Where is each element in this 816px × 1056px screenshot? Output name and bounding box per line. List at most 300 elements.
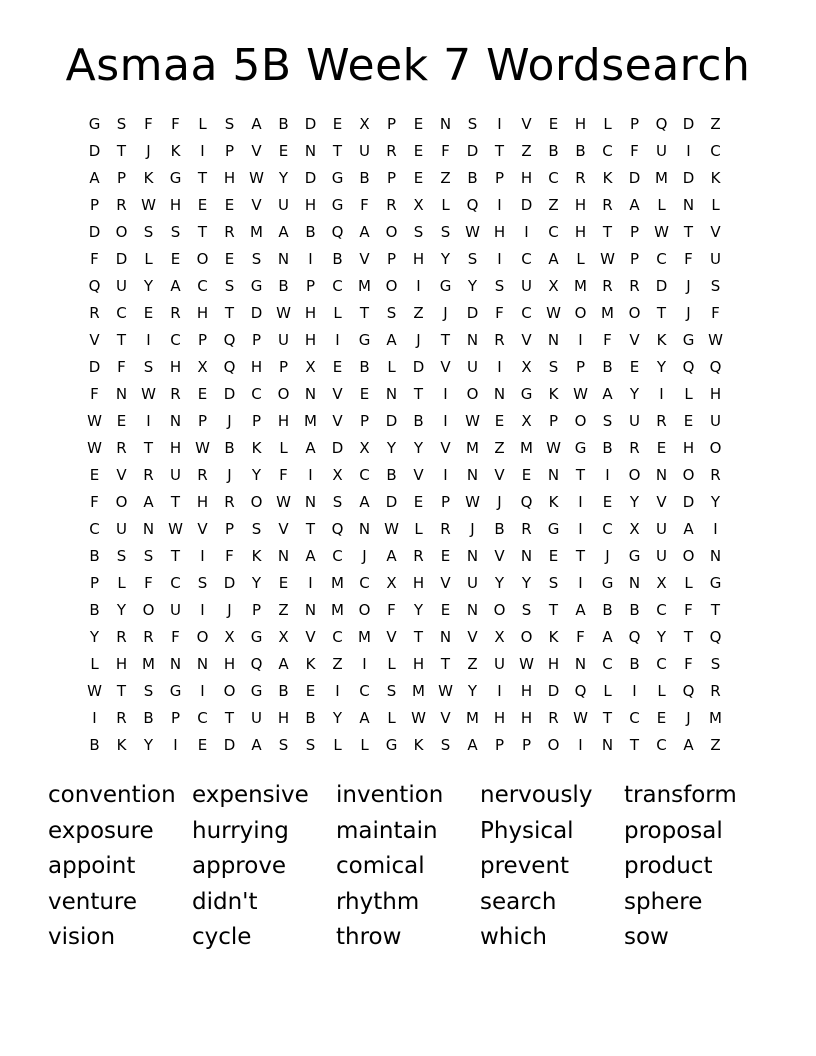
grid-letter: Q xyxy=(331,520,344,538)
grid-letter: N xyxy=(493,385,506,403)
grid-letter: D xyxy=(88,223,101,241)
grid-letter: I xyxy=(416,277,421,295)
grid-letter: X xyxy=(305,358,316,376)
grid-letter: S xyxy=(143,358,154,376)
grid-letter: I xyxy=(578,520,583,538)
grid-letter: I xyxy=(659,385,664,403)
grid-letter: M xyxy=(601,304,614,322)
grid-letter: T xyxy=(629,736,640,754)
grid-letter: V xyxy=(440,439,451,457)
grid-letter: N xyxy=(466,601,479,619)
grid-letter: B xyxy=(305,709,316,727)
grid-letter: K xyxy=(548,385,559,403)
word-list-item: expensive xyxy=(192,782,309,808)
grid-letter: V xyxy=(251,142,262,160)
grid-letter: I xyxy=(524,223,529,241)
grid-letter: B xyxy=(89,547,100,565)
grid-letter: T xyxy=(575,547,586,565)
grid-letter: E xyxy=(89,466,100,484)
word-list-item: sphere xyxy=(624,888,703,915)
grid-letter: A xyxy=(251,115,262,133)
grid-letter: H xyxy=(574,196,587,214)
grid-letter: N xyxy=(709,547,722,565)
grid-letter: K xyxy=(116,736,127,754)
grid-letter: T xyxy=(602,223,613,241)
grid-letter: G xyxy=(682,331,695,349)
grid-letter: C xyxy=(710,142,721,160)
grid-letter: H xyxy=(196,304,209,322)
grid-letter: S xyxy=(197,574,208,592)
grid-letter: L xyxy=(657,196,666,214)
grid-letter: O xyxy=(115,223,128,241)
grid-letter: J xyxy=(227,601,232,619)
grid-letter: X xyxy=(197,358,208,376)
word-list-item: Physical xyxy=(480,817,574,844)
grid-letter: W xyxy=(249,169,264,187)
grid-letter: L xyxy=(441,196,450,214)
grid-letter: Y xyxy=(413,439,424,457)
grid-letter: K xyxy=(251,547,262,565)
grid-letter: M xyxy=(520,439,533,457)
grid-letter: C xyxy=(89,520,100,538)
grid-letter: B xyxy=(332,250,343,268)
grid-letter: T xyxy=(305,520,316,538)
grid-letter: H xyxy=(115,655,128,673)
grid-letter: D xyxy=(412,358,425,376)
grid-letter: I xyxy=(443,466,448,484)
grid-letter: R xyxy=(602,196,613,214)
grid-letter: M xyxy=(331,601,344,619)
grid-letter: V xyxy=(305,628,316,646)
grid-letter: V xyxy=(89,331,100,349)
grid-letter: Y xyxy=(413,601,424,619)
grid-letter: Z xyxy=(413,304,424,322)
grid-letter: C xyxy=(332,547,343,565)
grid-letter: X xyxy=(359,115,370,133)
grid-letter: C xyxy=(251,385,262,403)
grid-letter: J xyxy=(227,412,232,430)
grid-letter: J xyxy=(362,547,367,565)
grid-letter: E xyxy=(359,385,370,403)
grid-letter: R xyxy=(629,277,640,295)
grid-letter: Z xyxy=(494,439,505,457)
grid-letter: B xyxy=(143,709,154,727)
grid-letter: W xyxy=(654,223,669,241)
grid-letter: S xyxy=(548,358,559,376)
grid-letter: W xyxy=(87,412,102,430)
grid-letter: X xyxy=(386,574,397,592)
grid-letter: K xyxy=(251,439,262,457)
grid-letter: T xyxy=(116,331,127,349)
grid-letter: G xyxy=(331,169,344,187)
grid-letter: B xyxy=(602,358,613,376)
grid-letter: W xyxy=(195,439,210,457)
grid-letter: I xyxy=(200,601,205,619)
grid-letter: P xyxy=(251,601,262,619)
grid-letter: V xyxy=(116,466,127,484)
grid-letter: D xyxy=(682,115,695,133)
grid-letter: I xyxy=(443,385,448,403)
grid-letter: B xyxy=(602,601,613,619)
grid-letter: R xyxy=(548,709,559,727)
grid-letter: O xyxy=(574,412,587,430)
grid-letter: H xyxy=(196,493,209,511)
grid-letter: I xyxy=(578,574,583,592)
grid-letter: F xyxy=(90,385,99,403)
grid-letter: F xyxy=(144,574,153,592)
grid-letter: V xyxy=(332,385,343,403)
grid-letter: P xyxy=(494,169,505,187)
grid-letter: I xyxy=(200,682,205,700)
grid-letter: W xyxy=(168,520,183,538)
page-title: Asmaa 5B Week 7 Wordsearch xyxy=(65,40,751,91)
grid-letter: T xyxy=(116,682,127,700)
grid-letter: L xyxy=(333,736,342,754)
grid-letter: C xyxy=(521,250,532,268)
grid-letter: G xyxy=(358,331,371,349)
grid-letter: N xyxy=(304,385,317,403)
word-list-item: proposal xyxy=(624,817,723,844)
grid-letter: T xyxy=(413,628,424,646)
grid-letter: U xyxy=(359,142,370,160)
grid-letter: T xyxy=(602,709,613,727)
grid-letter: I xyxy=(200,142,205,160)
grid-letter: N xyxy=(439,628,452,646)
grid-letter: C xyxy=(656,601,667,619)
grid-letter: A xyxy=(683,520,694,538)
grid-letter: O xyxy=(574,304,587,322)
grid-letter: G xyxy=(250,628,263,646)
grid-letter: V xyxy=(440,709,451,727)
grid-letter: H xyxy=(493,709,506,727)
word-list-item: approve xyxy=(192,853,287,879)
grid-letter: R xyxy=(386,196,397,214)
grid-letter: H xyxy=(412,574,425,592)
grid-letter: H xyxy=(169,358,182,376)
grid-letter: Y xyxy=(710,493,721,511)
grid-letter: S xyxy=(251,520,262,538)
grid-letter: T xyxy=(494,142,505,160)
grid-letter: E xyxy=(602,493,613,511)
word-list-item: appoint xyxy=(48,853,136,879)
word-list-item: prevent xyxy=(480,853,570,879)
grid-letter: V xyxy=(656,493,667,511)
grid-letter: F xyxy=(360,196,369,214)
grid-letter: N xyxy=(520,547,533,565)
grid-letter: E xyxy=(521,466,532,484)
grid-letter: H xyxy=(547,655,560,673)
grid-letter: Q xyxy=(628,628,641,646)
grid-letter: G xyxy=(628,547,641,565)
word-list xyxy=(48,778,768,956)
grid-letter: E xyxy=(440,547,451,565)
grid-letter: N xyxy=(304,601,317,619)
grid-letter: R xyxy=(710,466,721,484)
grid-letter: I xyxy=(443,412,448,430)
grid-letter: N xyxy=(601,736,614,754)
grid-letter: C xyxy=(116,304,127,322)
word-list-item: exposure xyxy=(48,817,154,844)
grid-letter: N xyxy=(277,547,290,565)
grid-letter: F xyxy=(171,628,180,646)
grid-letter: G xyxy=(250,277,263,295)
grid-letter: E xyxy=(656,709,667,727)
grid-letter: Y xyxy=(656,628,667,646)
grid-letter: N xyxy=(358,520,371,538)
grid-letter: H xyxy=(169,196,182,214)
grid-letter: P xyxy=(116,169,127,187)
grid-letter: O xyxy=(196,628,209,646)
grid-letter: I xyxy=(173,736,178,754)
grid-letter: A xyxy=(602,628,613,646)
grid-letter: A xyxy=(548,250,559,268)
grid-letter: S xyxy=(332,493,343,511)
grid-letter: F xyxy=(144,115,153,133)
grid-letter: E xyxy=(440,601,451,619)
grid-letter: D xyxy=(331,439,344,457)
grid-letter: A xyxy=(575,601,586,619)
grid-letter: P xyxy=(521,736,532,754)
grid-letter: T xyxy=(332,142,343,160)
grid-letter: Q xyxy=(520,493,533,511)
grid-letter: K xyxy=(602,169,613,187)
grid-letter: Y xyxy=(467,682,478,700)
grid-letter: X xyxy=(278,628,289,646)
grid-letter: H xyxy=(304,196,317,214)
grid-letter: O xyxy=(196,250,209,268)
word-list-item: convention xyxy=(48,782,176,808)
grid-letter: R xyxy=(413,547,424,565)
grid-letter: M xyxy=(574,277,587,295)
grid-letter: C xyxy=(170,574,181,592)
grid-letter: F xyxy=(684,250,693,268)
grid-letter: H xyxy=(682,439,695,457)
grid-letter: C xyxy=(332,628,343,646)
grid-letter: I xyxy=(713,520,718,538)
grid-letter: U xyxy=(278,331,289,349)
grid-letter: M xyxy=(304,412,317,430)
grid-letter: Y xyxy=(521,574,532,592)
grid-letter: U xyxy=(710,250,721,268)
grid-letter: F xyxy=(387,601,396,619)
grid-letter: F xyxy=(171,115,180,133)
grid-letter: A xyxy=(305,439,316,457)
grid-letter: B xyxy=(548,142,559,160)
grid-letter: D xyxy=(223,385,236,403)
grid-letter: V xyxy=(494,466,505,484)
grid-letter: N xyxy=(169,412,182,430)
grid-letter: T xyxy=(683,223,694,241)
grid-letter: K xyxy=(548,493,559,511)
grid-letter: G xyxy=(547,520,560,538)
grid-letter: S xyxy=(494,277,505,295)
grid-letter: M xyxy=(331,574,344,592)
grid-letter: B xyxy=(575,142,586,160)
grid-letter: J xyxy=(686,709,691,727)
grid-letter: B xyxy=(89,601,100,619)
grid-letter: L xyxy=(684,385,693,403)
grid-letter: P xyxy=(629,223,640,241)
grid-letter: N xyxy=(196,655,209,673)
grid-letter: E xyxy=(197,196,208,214)
grid-letter: L xyxy=(684,574,693,592)
grid-letter: U xyxy=(710,412,721,430)
grid-letter: E xyxy=(224,196,235,214)
grid-letter: W xyxy=(573,385,588,403)
grid-letter: E xyxy=(143,304,154,322)
grid-letter: A xyxy=(143,493,154,511)
grid-letter: D xyxy=(115,250,128,268)
grid-letter: F xyxy=(495,304,504,322)
grid-letter: D xyxy=(628,169,641,187)
grid-letter: A xyxy=(251,736,262,754)
grid-letter: E xyxy=(413,142,424,160)
grid-letter: T xyxy=(143,439,154,457)
grid-letter: Y xyxy=(332,709,343,727)
grid-letter: N xyxy=(547,331,560,349)
word-list-item: which xyxy=(480,924,548,950)
grid-letter: U xyxy=(656,547,667,565)
grid-letter: R xyxy=(710,682,721,700)
grid-letter: E xyxy=(494,412,505,430)
grid-letter: P xyxy=(89,196,100,214)
grid-letter: O xyxy=(493,601,506,619)
grid-letter: E xyxy=(170,250,181,268)
grid-letter: M xyxy=(466,439,479,457)
grid-letter: N xyxy=(466,466,479,484)
grid-letter: B xyxy=(629,601,640,619)
grid-letter: A xyxy=(386,331,397,349)
grid-letter: U xyxy=(467,574,478,592)
grid-letter: M xyxy=(655,169,668,187)
grid-letter: A xyxy=(170,277,181,295)
grid-letter: W xyxy=(600,250,615,268)
grid-letter: W xyxy=(546,439,561,457)
grid-letter: Q xyxy=(250,655,263,673)
grid-letter: I xyxy=(497,682,502,700)
grid-letter: I xyxy=(497,250,502,268)
grid-letter: N xyxy=(466,331,479,349)
grid-letter: L xyxy=(117,574,126,592)
grid-letter: T xyxy=(197,223,208,241)
grid-letter: S xyxy=(386,682,397,700)
grid-letter: Z xyxy=(710,115,721,133)
grid-letter: U xyxy=(656,520,667,538)
grid-letter: E xyxy=(548,115,559,133)
grid-letter: R xyxy=(89,304,100,322)
grid-letter: T xyxy=(548,601,559,619)
grid-letter: G xyxy=(331,196,344,214)
grid-letter: C xyxy=(602,142,613,160)
grid-letter: B xyxy=(278,277,289,295)
grid-letter: C xyxy=(359,682,370,700)
grid-letter: B xyxy=(629,655,640,673)
grid-letter: B xyxy=(413,412,424,430)
grid-letter: X xyxy=(629,520,640,538)
grid-letter: W xyxy=(141,196,156,214)
grid-letter: R xyxy=(629,439,640,457)
grid-letter: X xyxy=(656,574,667,592)
grid-letter: J xyxy=(605,547,610,565)
word-list-item: sow xyxy=(624,924,669,950)
grid-letter: B xyxy=(278,115,289,133)
grid-letter: H xyxy=(304,331,317,349)
grid-letter: W xyxy=(438,682,453,700)
grid-letter: X xyxy=(548,277,559,295)
grid-letter: W xyxy=(87,439,102,457)
grid-letter: W xyxy=(87,682,102,700)
grid-letter: W xyxy=(708,331,723,349)
grid-letter: S xyxy=(278,736,289,754)
word-list-item: search xyxy=(480,888,557,915)
grid-letter: N xyxy=(547,466,560,484)
word-list-item: nervously xyxy=(480,782,593,808)
grid-letter: D xyxy=(88,142,101,160)
grid-letter: Y xyxy=(629,493,640,511)
grid-letter: P xyxy=(548,412,559,430)
grid-letter: W xyxy=(519,655,534,673)
grid-letter: H xyxy=(520,169,533,187)
grid-letter: N xyxy=(439,115,452,133)
grid-letter: O xyxy=(628,466,641,484)
grid-letter: U xyxy=(170,466,181,484)
grid-letter: Z xyxy=(440,169,451,187)
grid-letter: T xyxy=(224,709,235,727)
grid-letter: D xyxy=(520,196,533,214)
grid-letter: R xyxy=(116,709,127,727)
grid-letter: O xyxy=(115,493,128,511)
grid-letter: S xyxy=(440,736,451,754)
grid-letter: O xyxy=(682,547,695,565)
grid-letter: Y xyxy=(467,277,478,295)
grid-letter: B xyxy=(602,439,613,457)
grid-letter: S xyxy=(224,277,235,295)
grid-letter: I xyxy=(578,331,583,349)
grid-letter: E xyxy=(629,358,640,376)
grid-letter: X xyxy=(332,466,343,484)
grid-letter: G xyxy=(385,736,398,754)
grid-letter: V xyxy=(332,412,343,430)
grid-letter: N xyxy=(142,520,155,538)
grid-letter: P xyxy=(197,331,208,349)
grid-letter: M xyxy=(466,709,479,727)
word-list-item: cycle xyxy=(192,924,252,950)
grid-letter: P xyxy=(629,115,640,133)
grid-letter: Q xyxy=(223,358,236,376)
grid-letter: L xyxy=(657,682,666,700)
grid-letter: P xyxy=(494,736,505,754)
grid-letter: T xyxy=(116,142,127,160)
grid-letter: V xyxy=(278,520,289,538)
grid-letter: P xyxy=(440,493,451,511)
grid-letter: R xyxy=(116,196,127,214)
grid-letter: D xyxy=(304,115,317,133)
grid-letter: Z xyxy=(548,196,559,214)
grid-letter: G xyxy=(520,385,533,403)
grid-letter: Q xyxy=(655,115,668,133)
grid-letter: G xyxy=(439,277,452,295)
grid-letter: F xyxy=(684,655,693,673)
grid-letter: J xyxy=(443,304,448,322)
grid-letter: W xyxy=(411,709,426,727)
grid-letter: U xyxy=(629,412,640,430)
grid-letter: J xyxy=(686,304,691,322)
grid-letter: P xyxy=(575,358,586,376)
grid-letter: S xyxy=(170,223,181,241)
grid-letter: R xyxy=(602,277,613,295)
grid-letter: T xyxy=(413,385,424,403)
grid-letter: S xyxy=(548,574,559,592)
